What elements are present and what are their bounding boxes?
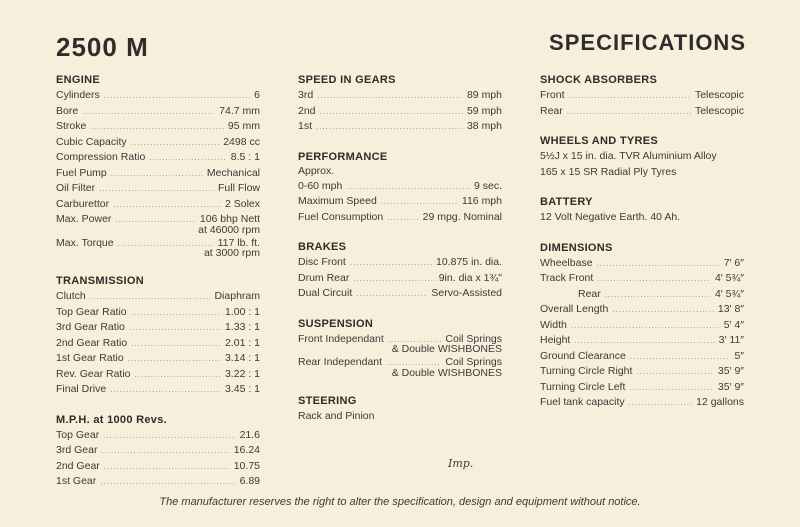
dot-leader [90,119,224,135]
dot-leader [605,287,711,303]
dot-leader [320,104,463,120]
dot-leader [135,367,221,383]
spec-label: Maximum Speed [298,195,377,207]
spec-label: Oil Filter [56,182,96,194]
spec-label: Stroke [56,120,87,132]
dot-leader [128,351,221,367]
shock-section [540,74,744,119]
spec-label: Ground Clearance [540,349,626,362]
dot-leader [90,289,211,305]
spec-value: 16.24 [233,444,260,456]
spec-row [540,364,744,380]
spec-label: 1st [298,120,313,132]
section-title: BATTERY [540,196,593,208]
spec-row [56,104,260,120]
wheels-section [540,135,744,180]
dot-leader [612,302,714,318]
imp-note: Imp. [448,457,474,470]
dot-leader [387,210,418,226]
spec-label: Drum Rear [298,271,350,284]
spec-value: 2.01 : 1 [224,336,260,349]
spec-label: 3rd Gear Ratio [56,321,125,333]
spec-label: Rear Independant [298,356,383,368]
page-title: SPECIFICATIONS [549,30,746,55]
spec-row [298,286,502,302]
section-title: STEERING [298,394,357,407]
dot-leader [381,194,458,210]
spec-value: 6 [254,89,260,101]
spec-label: Carburettor [56,197,110,210]
spec-value: 9 sec. [473,179,502,192]
wheels-line: 165 x 15 SR Radial Ply Tyres [540,165,677,178]
spec-value: 1.33 : 1 [224,321,260,333]
spec-label: Fuel Pump [56,166,107,179]
wheels-line: 5½J x 15 in. dia. TVR Aluminium Alloy [540,150,717,162]
spec-value: 95 mm [227,120,260,132]
section-title: TRANSMISSION [56,275,144,287]
speed-section [298,74,502,135]
spec-value: 35′ 9″ [717,380,744,393]
dot-leader [629,395,692,411]
spec-value: 13′ 8″ [717,303,744,315]
spec-value: 8.5 : 1 [230,151,260,163]
spec-row [540,302,744,318]
spec-value: Coil Springs [445,332,502,345]
spec-row [56,305,260,321]
section-title: WHEELS AND TYRES [540,135,659,147]
spec-label: Cylinders [56,89,100,101]
spec-row [540,349,744,365]
spec-row [540,88,744,104]
spec-label: Bore [56,104,79,117]
section-title: SPEED IN GEARS [298,74,396,86]
spec-value: 35′ 9″ [717,365,744,377]
dot-leader [131,135,220,151]
spec-label: Compression Ratio [56,151,146,163]
spec-label: 0-60 mph [298,179,343,192]
spec-value-continued: at 46000 rpm [198,223,260,236]
dot-leader [100,474,235,490]
section-title: ENGINE [56,74,100,86]
spec-label: Disc Front [298,256,346,268]
dot-leader [111,166,203,182]
spec-value: 116 mph [461,195,502,207]
spec-value: 29 mpg. Nominal [422,210,502,223]
spec-value: 7′ 6″ [723,256,744,269]
spec-row [56,351,260,367]
battery-section [540,196,744,226]
spec-row [56,428,260,444]
spec-label: 3rd [298,89,314,101]
spec-value: 5′ 4″ [723,318,744,331]
dot-leader [574,333,714,349]
spec-value: 38 mph [466,120,502,132]
spec-label: Turning Circle Left [540,380,626,393]
section-subtitle: Approx. [298,164,335,177]
spec-label: Top Gear Ratio [56,305,127,318]
spec-row [298,255,502,271]
spec-value: 3′ 11″ [718,334,744,346]
column-3 [540,74,744,427]
spec-row [298,119,502,135]
spec-value: 117 lb. ft. [217,236,260,249]
dot-leader [110,382,221,398]
dot-leader [113,197,221,213]
dot-leader [149,150,227,166]
spec-value: 4′ 5¾″ [714,287,744,300]
spec-label: Width [540,318,567,331]
model-title: 2500 M [56,32,149,62]
dot-leader [317,88,463,104]
spec-value: 12 gallons [696,396,744,408]
dot-leader [101,443,229,459]
dot-leader [115,212,195,228]
spec-row [56,474,260,490]
spec-value: 10.75 [233,459,260,472]
spec-row [298,271,502,287]
spec-label: Height [540,334,571,346]
battery-text: 12 Volt Negative Earth. 40 Ah. [540,211,681,223]
transmission-section [56,275,260,398]
spec-label: Wheelbase [540,256,593,269]
spec-row [56,181,260,197]
dot-leader [103,428,235,444]
spec-row [540,271,744,287]
spec-row [298,194,502,210]
spec-value: 2 Solex [224,197,260,210]
spec-value: Servo-Assisted [431,287,502,299]
spec-row [540,395,744,411]
footer-disclaimer: The manufacturer reserves the right to alter the specification, design and equipment without notice. [159,496,641,508]
spec-label: Clutch [56,290,86,302]
spec-row [56,336,260,352]
dot-leader [636,364,713,380]
spec-row [540,104,744,120]
spec-value: Coil Springs [445,356,502,368]
spec-row [56,320,260,336]
spec-label: Max. Torque [56,236,114,249]
spec-label: Turning Circle Right [540,365,633,377]
dot-leader [567,104,691,120]
spec-value: 5″ [734,349,744,362]
spec-value-continued: & Double WISHBONES [391,366,502,379]
spec-label: 2nd Gear [56,459,100,472]
dot-leader [569,88,691,104]
spec-value: Telescopic [694,89,744,101]
spec-row [56,443,260,459]
dot-leader [131,336,221,352]
spec-row [56,135,260,151]
dot-leader [104,459,230,475]
dot-leader [129,320,221,336]
suspension-section [298,318,502,379]
spec-row [298,179,502,195]
spec-row [298,104,502,120]
spec-label: 3rd Gear [56,444,98,456]
spec-label: Dual Circuit [298,287,353,299]
spec-label: Front [540,89,565,101]
dot-leader [99,181,214,197]
spec-row [56,289,260,305]
column-2 [298,74,502,440]
spec-value: 9in. dia x 1¾" [438,271,502,284]
dot-leader [571,318,720,334]
spec-row [56,88,260,104]
performance-section [298,151,502,226]
dot-leader [346,179,470,195]
dot-leader [597,256,720,272]
section-title: SUSPENSION [298,317,374,330]
spec-value: 59 mph [466,104,502,117]
dot-leader [630,349,731,365]
dot-leader [118,236,214,252]
spec-row [298,210,502,226]
section-title: M.P.H. at 1000 Revs. [56,413,167,426]
section-title: SHOCK ABSORBERS [540,74,658,86]
spec-label: 2nd [298,104,316,117]
dot-leader [131,305,221,321]
engine-section [56,74,260,259]
dot-leader [82,104,215,120]
column-1 [56,74,260,506]
spec-label: Top Gear [56,428,100,441]
spec-row [56,459,260,475]
spec-value: 3.22 : 1 [224,367,260,380]
spec-value: Diaphram [214,290,260,302]
spec-value: Full Flow [217,182,260,194]
spec-label: 1st Gear [56,475,97,487]
spec-label: Track Front [540,272,594,284]
spec-value: 3.14 : 1 [224,352,260,364]
spec-row [540,380,744,396]
mph-section [56,414,260,490]
spec-value: 74.7 mm [219,104,260,117]
spec-value: 1.00 : 1 [224,305,260,318]
spec-value: 106 bhp Nett [199,213,260,225]
spec-row [56,367,260,383]
dot-leader [104,88,250,104]
dot-leader [353,271,434,287]
spec-value: 21.6 [239,428,260,441]
dot-leader [316,119,463,135]
spec-value: Mechanical [206,166,260,179]
dot-leader [629,380,713,396]
spec-value: 10.875 in. dia. [436,256,502,268]
spec-row [56,119,260,135]
dot-leader [350,255,432,271]
dot-leader [356,286,427,302]
spec-row [56,197,260,213]
spec-label: Max. Power [56,213,112,225]
spec-row [540,287,744,303]
spec-row [540,333,744,349]
steering-section [298,395,502,425]
spec-row [298,88,502,104]
spec-value: 3.45 : 1 [224,383,260,395]
spec-label: Overall Length [540,303,609,315]
spec-row [540,256,744,272]
section-title: DIMENSIONS [540,241,613,254]
spec-label: Fuel tank capacity [540,396,625,408]
spec-label: 2nd Gear Ratio [56,336,128,349]
spec-label: Final Drive [56,383,107,395]
spec-label: Fuel Consumption [298,210,384,223]
spec-value: 4′ 5¾″ [714,272,744,284]
spec-row [56,382,260,398]
steering-text: Rack and Pinion [298,409,375,422]
spec-value: 6.89 [239,475,260,487]
spec-value: 2498 cc [223,135,260,148]
dimensions-section [540,242,744,411]
dot-leader [597,271,711,287]
spec-value-continued: at 3000 rpm [203,247,260,259]
spec-value: Telescopic [694,104,744,117]
spec-label: Rear [578,287,601,300]
spec-label: Front Independant [298,332,384,345]
section-title: PERFORMANCE [298,150,388,163]
spec-row [56,150,260,166]
spec-row [540,318,744,334]
spec-label: Cubic Capacity [56,135,127,148]
spec-label: Rev. Gear Ratio [56,367,131,380]
brakes-section [298,241,502,302]
spec-value: 89 mph [466,89,502,101]
spec-label: 1st Gear Ratio [56,352,124,364]
spec-value-continued: & Double WISHBONES [391,343,502,355]
spec-label: Rear [540,104,563,117]
spec-row [56,166,260,182]
section-title: BRAKES [298,241,347,253]
